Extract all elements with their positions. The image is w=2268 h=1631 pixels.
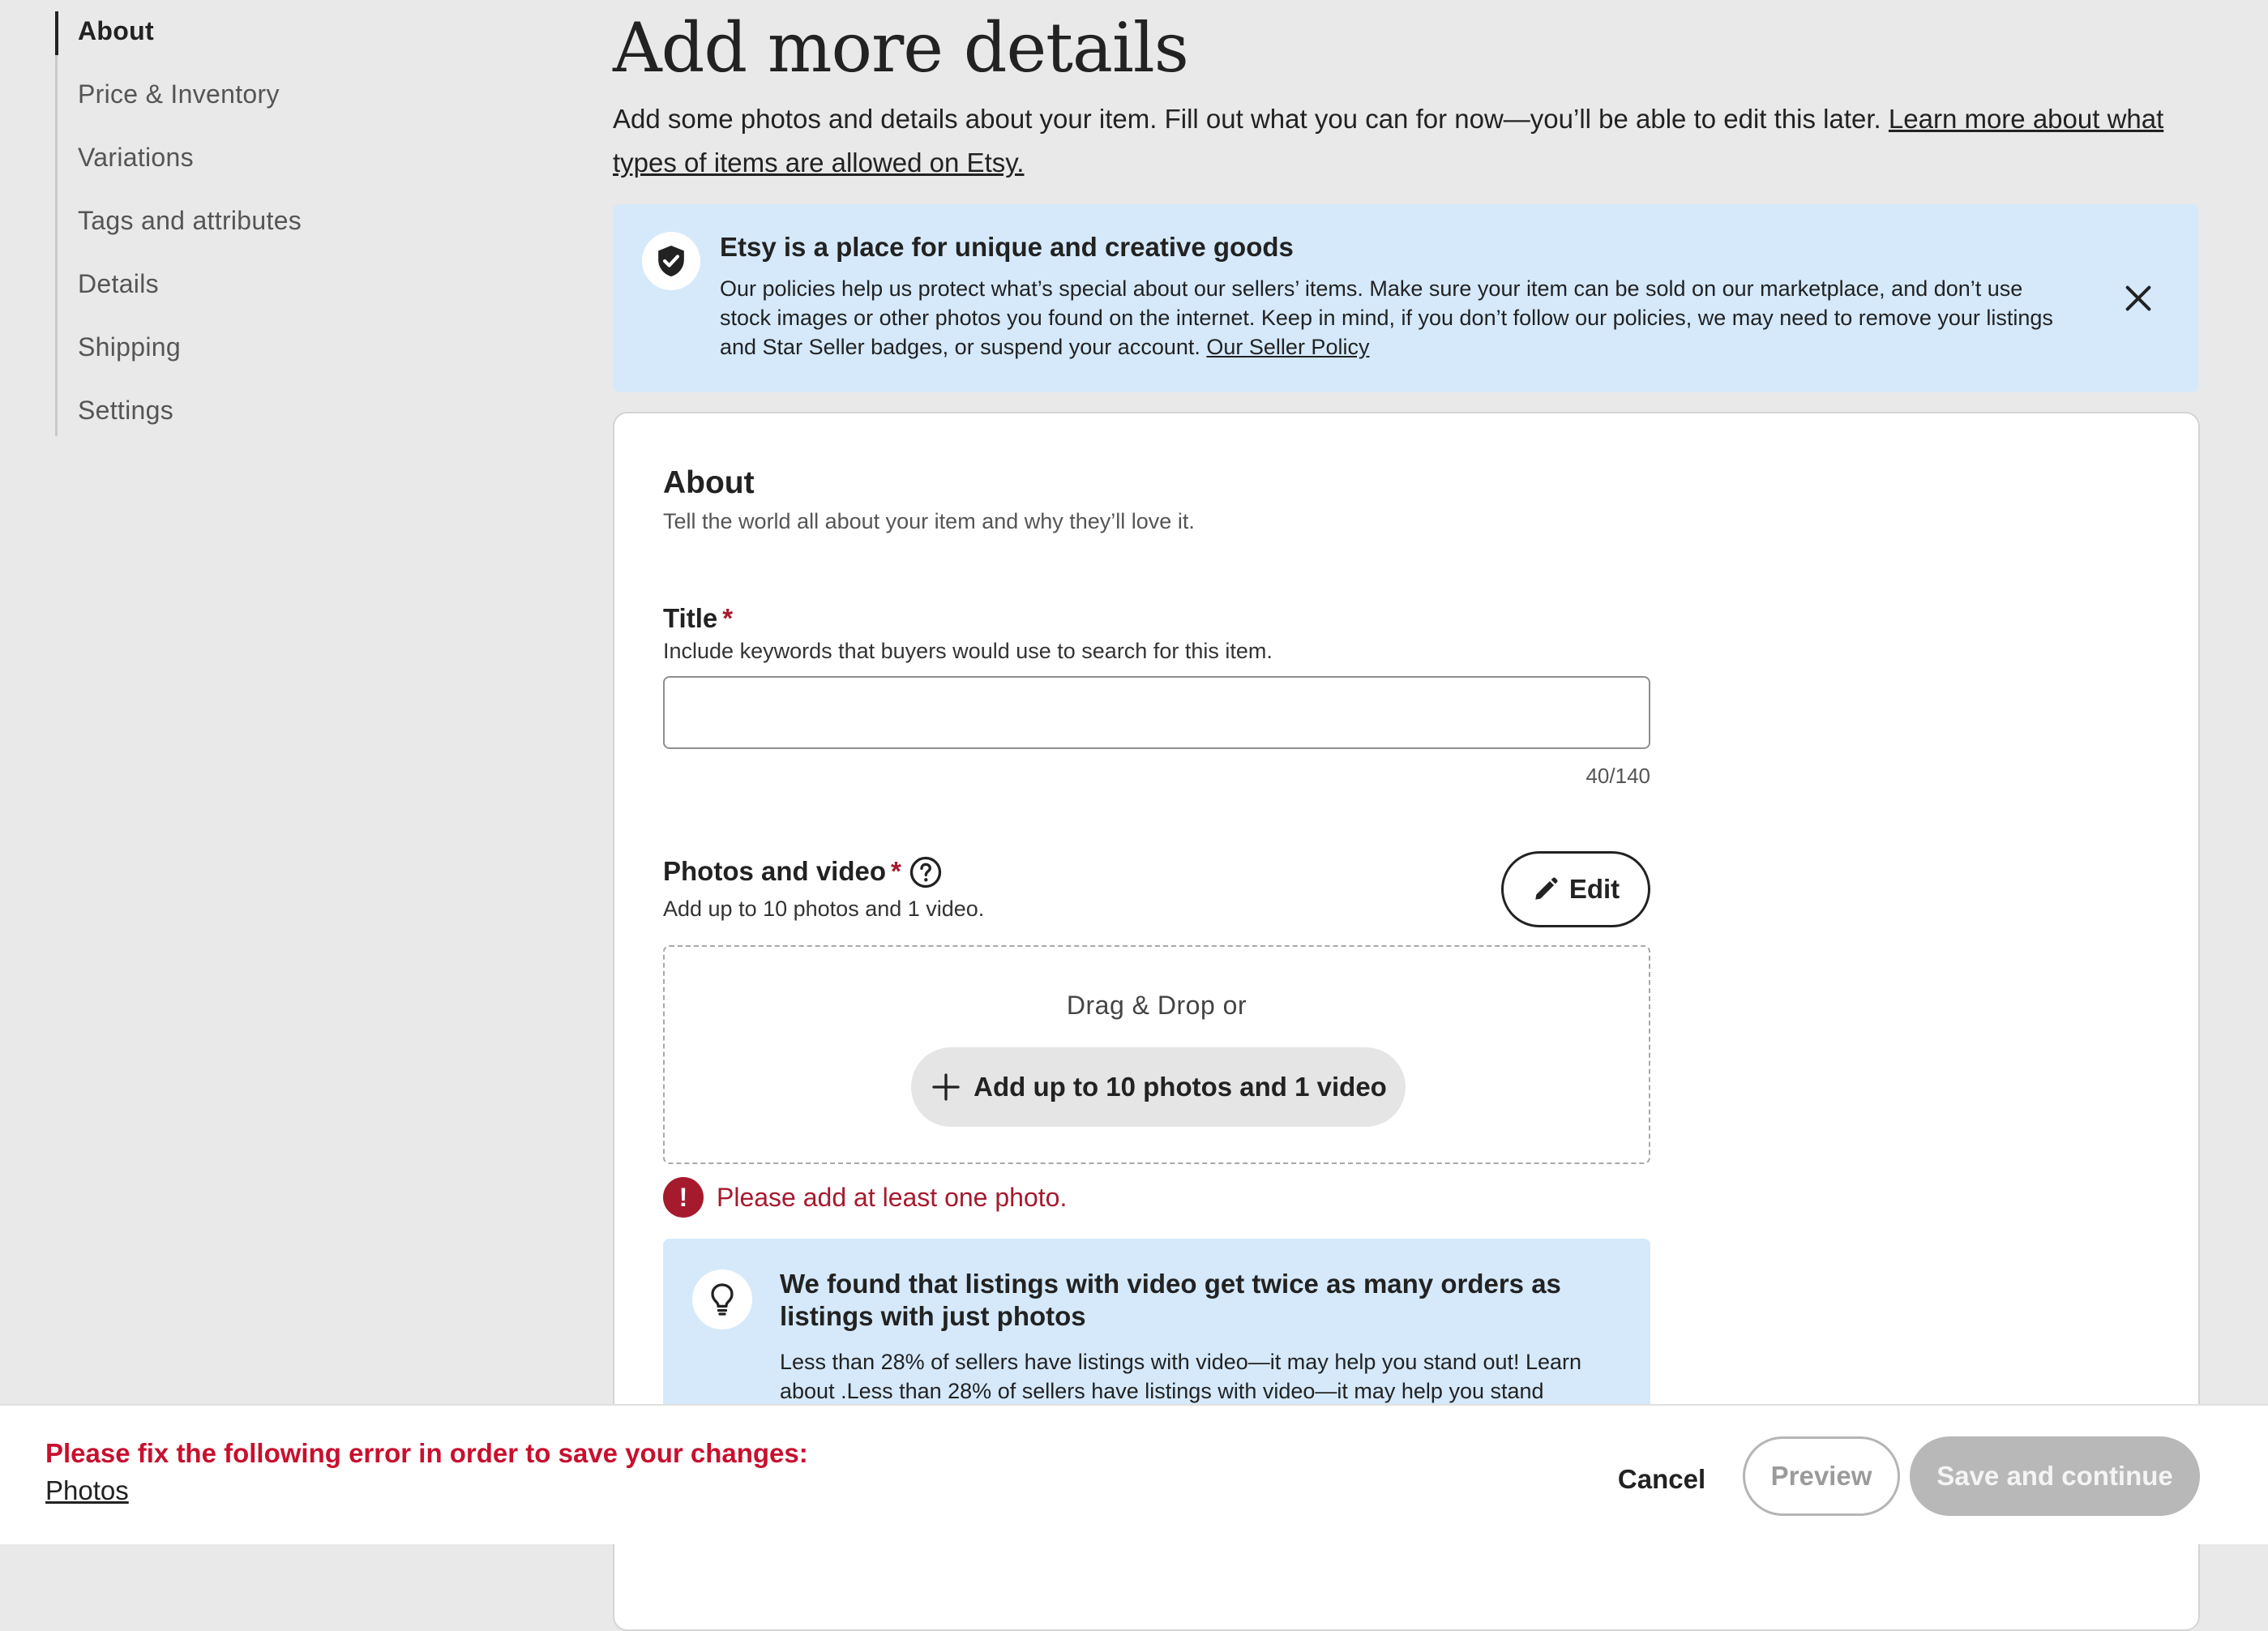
plus-icon (930, 1071, 962, 1103)
title-label (663, 603, 733, 634)
pencil-icon (1532, 875, 1560, 903)
page-intro (613, 97, 2202, 185)
section-subtitle: Tell the world all about your item and why they’ll love it. (663, 509, 1195, 533)
footer-error-text: Please fix the following error in order to save your changes: (45, 1438, 808, 1468)
policy-body (720, 274, 2065, 362)
tip-title: We found that listings with video get twice as many orders as listings with just photos (780, 1269, 1561, 1331)
edit-label: Edit (1568, 874, 1620, 904)
page-title: Add more details (613, 8, 1188, 88)
shield-check-icon (642, 232, 700, 290)
policy-body-text: Our policies help us protect what’s special about our sellers’ items. Make sure your item can be sold on our marketplace, and don’t use stock images or other photos you found on the internet. Keep in mind, if you don’t follow our policies, we may need to remove your listings and Star Seller badges, or suspend your account. (720, 276, 2053, 359)
preview-button[interactable]: Preview (1743, 1436, 1900, 1516)
policy-title: Etsy is a place for unique and creative goods (720, 232, 1294, 262)
required-mark: * (891, 856, 901, 886)
photos-error-link[interactable]: Photos (45, 1475, 129, 1505)
sidebar-item-details[interactable]: Details (78, 269, 159, 298)
section-title: About (663, 465, 755, 500)
sidebar-item-variations[interactable]: Variations (78, 143, 194, 172)
close-icon[interactable] (2117, 277, 2159, 319)
error-icon: ! (663, 1177, 704, 1218)
sidebar-item-about[interactable]: About (78, 16, 154, 45)
policy-banner (613, 204, 2198, 392)
tip-body: Less than 28% of sellers have listings with video—it may help you stand out! Learn about .Less than 28% of sellers have listings with video—it may help you stand (780, 1350, 1582, 1403)
sidebar-item-price-inventory[interactable]: Price & Inventory (78, 79, 280, 109)
seller-policy-link[interactable]: Our Seller Policy (1206, 335, 1370, 359)
help-icon[interactable] (909, 856, 942, 888)
title-input[interactable] (663, 676, 1650, 749)
learn-more-link[interactable]: Learn more about what types of items are allowed on Etsy. (613, 104, 2164, 178)
cancel-button[interactable]: Cancel (1589, 1443, 1735, 1516)
add-photos-button[interactable] (911, 1047, 1406, 1127)
sidebar-item-shipping[interactable]: Shipping (78, 332, 181, 362)
required-mark: * (722, 603, 734, 633)
title-label-text: Title (663, 603, 718, 633)
add-photos-label: Add up to 10 photos and 1 video (974, 1072, 1387, 1102)
photos-label-text: Photos and video (663, 856, 887, 886)
photo-dropzone[interactable] (663, 945, 1650, 1164)
sidebar-item-settings[interactable]: Settings (78, 396, 174, 425)
footer-bar (0, 1404, 2268, 1544)
sidebar-rail (55, 11, 58, 436)
title-char-counter: 40/140 (1585, 764, 1650, 788)
save-and-continue-button[interactable]: Save and continue (1910, 1436, 2200, 1516)
edit-photos-button[interactable] (1501, 851, 1650, 927)
title-hint: Include keywords that buyers would use to search for this item. (663, 639, 1273, 663)
photo-error-text: Please add at least one photo. (717, 1182, 1068, 1212)
sidebar-nav (55, 11, 477, 436)
photos-label (663, 856, 901, 887)
photos-hint: Add up to 10 photos and 1 video. (663, 897, 985, 921)
sidebar-item-tags-attributes[interactable]: Tags and attributes (78, 206, 302, 235)
sidebar-active-indicator (55, 11, 58, 55)
lightbulb-icon (692, 1269, 752, 1329)
page-intro-text: Add some photos and details about your item. Fill out what you can for now—you’ll be able to edit this later. (613, 104, 1881, 134)
photo-error (663, 1177, 1067, 1218)
drop-text: Drag & Drop or (1066, 991, 1247, 1020)
